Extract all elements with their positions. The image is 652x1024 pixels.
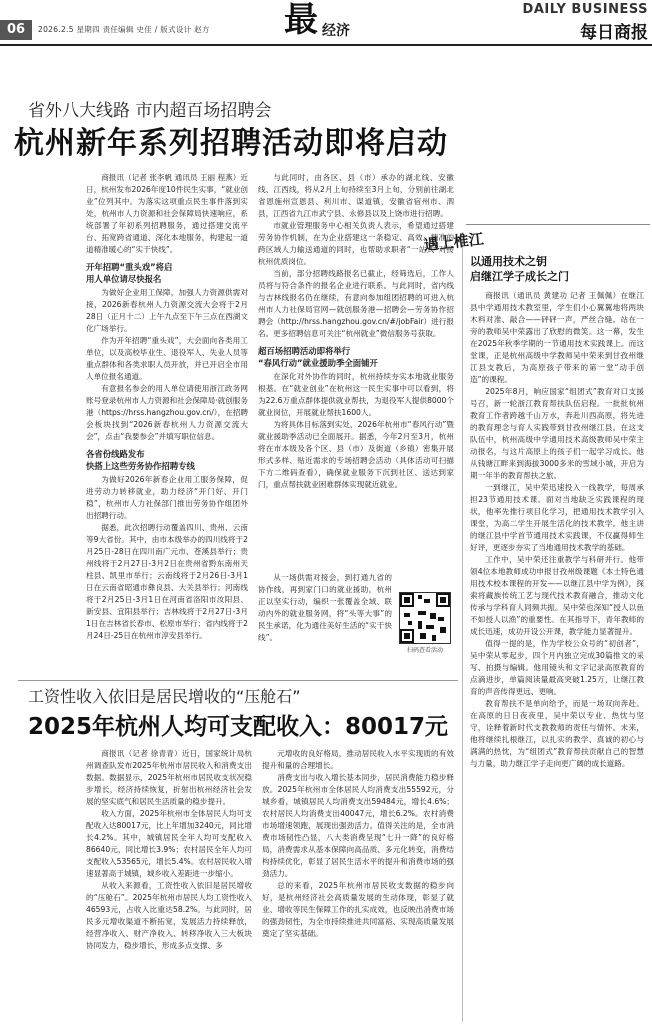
- paragraph: 从收入来源看，工资性收入依旧是居民增收的“压舱石”。2025年杭州市居民人均工资性收入46593元，占收入比重达58.2%。与此同时，居民多元增收渠道不断拓宽，发展活力持续释放，经营净收入、财产净收入、转移净收入三大板块协同发力，稳步增长，形成多点支撑、多: [86, 881, 252, 950]
- paragraph: 元增收的良好格局，推动居民收入水平实现质的有效提升和量的合理增长。: [262, 749, 454, 770]
- qr-code[interactable]: [399, 592, 451, 644]
- subheading: 各省份线路发布: [86, 449, 145, 459]
- paragraph: 从一场供需对接会，到打通九省的协作线，再到家门口的就业援助，杭州正以坚实行动，编织一张覆盖全域、联动内外的就业服务网，将“头等大事”的民生承诺，化为通往美好生活的“实干快线”。: [258, 573, 392, 642]
- sidebar-logo: 遇上椎江: [422, 229, 485, 255]
- paragraph: 市就业管理服务中心相关负责人表示，希望通过搭建劳务协作机制，在为企业搭建这一条稳定、高效、精准的跨区域人力输送通道的同时，也帮助求职者“一站式”对接杭州优质岗位。: [258, 221, 454, 266]
- sidebar-top-rule: [466, 224, 650, 225]
- section-big-char: 最: [284, 0, 318, 40]
- sidebar-body: [470, 290, 644, 1020]
- article1-column-1: [86, 172, 248, 677]
- sidebar-title-line: 以通用技术之钥: [470, 255, 547, 268]
- paragraph: 当前，部分招聘线路报名已截止，经筛选后，工作人员将与符合条件的报名企业进行联系。与此同时，省内线与吉林线报名仍在继续，有意向参加组团招聘的可进入杭州市人力社保局官网—就创服务港—招聘会—劳务协作招聘会（http://hrss.hangzhou.gov.cn/#/jobFair）进行报名。更多招聘信息可关注“杭州就业”微信服务号获取。: [258, 269, 454, 338]
- brand-cn: 每日商报: [580, 23, 648, 43]
- paragraph: 总的来看，2025年杭州市居民收支数据的稳步向好，是杭州经济社会高质量发展的生动体现，彰显了就业、增收等民生保障工作的扎实成效，也反映出消费市场的强劲韧性，为全市持续推进共同富裕、实现高质量发展奠定了坚实基础。: [262, 881, 454, 938]
- paragraph: 作为开年招聘“重头戏”，大会面向各类用工单位，以及高校毕业生、退役军人、失业人员等重点群体和各类求职人员开放，并已开启全市用人单位报名通道。: [86, 336, 248, 381]
- subheading: 超百场招聘活动即将举行: [258, 346, 351, 356]
- paragraph: 2025年8月，响应国家“组团式”教育对口支援号召，新一轮浙江教育帮扶队伍启程。一批批杭州教育工作者跨越千山万水，奔赴川西高原，将先进的教育理念与育人实践带到甘孜州继江县。在这支队伍中，杭州高级中学通用技术高级教师吴中荣主动报名，与这片高原上的孩子们一起学习成长。他从钱塘江畔来到海拔3000多米的雪域小城，开启为期一年半的教育帮扶之旅。: [470, 387, 644, 480]
- subheading: 快搭上这些劳务协作招聘专线: [86, 461, 195, 471]
- paragraph: 据悉，此次招聘行动覆盖四川、贵州、云南等9大省份。其中，由市本级举办的四川线将于2月25日-28日在四川南广元市、苍溪县举行；贵州线将于2月27日-3月2日在贵州省黔东南州天柱县、凯里市举行；云南线将于2月26日-3月1日在云南省昭通市彝良县、大关县举行；河南线将于2月25日-3月1日在河南省洛阳市汝阳县、新安县、宜阳县举行；吉林线将于2月27日-3月1日在吉林省长春市、松原市举行；省内线将于2月24日-25日在杭州市淳安县举行。: [86, 523, 248, 640]
- paragraph: 在深化对外协作的同时，杭州持续夯实本地就业服务根基。在“就业创业”在杭州这一民生实事中可以看到，将为22.6万重点群体提供就业帮扶，为退役军人提供8000个就业岗位，开展就业帮扶1600人。: [258, 372, 454, 417]
- paragraph: 为做好企业用工保障，加强人力资源供需对接，2026新春杭州人力资源交流大会将于2月28日（正月十二）上午九点至下午三点在西湖文化广场举行。: [86, 288, 248, 333]
- subheading: “春风行动”就业援助季全面铺开: [258, 358, 378, 368]
- subheading: 开年招聘“重头戏”将启: [86, 262, 173, 272]
- section-divider: [18, 680, 458, 681]
- subheading: 用人单位请尽快报名: [86, 274, 162, 284]
- paragraph: 商报讯（记者 徐青青）近日，国家统计局杭州调查队发布2025年杭州市居民收入和消费支出数据。数据显示，2025年杭州市居民收支状况稳步增长，经济持续恢复，折射出杭州经济社会发展的坚实底气和居民生活质量的稳步提升。: [86, 749, 252, 806]
- article1-column-2-tail: [258, 572, 392, 680]
- paragraph: 消费支出与收入增长基本同步，居民消费能力稳步释放。2025年杭州市全体居民人均消费支出55592元，分城乡看，城镇居民人均消费支出59484元，增长4.6%；农村居民人均消费支出40047元，增长6.2%。农村消费市场增速领跑，展现出强劲活力。值得关注的是，全市消费市场韧性凸显，八大类消费呈现“七升一降”的良好格局，消费需求从基本保障向高品质、多元化转变，消费结构持续优化，彰显了居民生活水平的提升和消费市场的强劲活力。: [262, 773, 454, 878]
- paragraph: 工作中，吴中荣还注重教学与科研并行。他带领4位本地教师成功申报甘孜州级课题《本土特色通用技术校本课程的开发——以继江县中学为例》，探索将藏族传统工艺与现代技术教育融合，推动文化传承与学科育人同频共振。吴中荣也深知“授人以鱼不如授人以渔”的重要性。在其指导下，青年教师的成长迅速，成功开设公开课，教学能力显著提升。: [470, 555, 644, 636]
- paragraph: 值得一提的是，作为学校公众号的“初创者”，吴中荣从零起步，四个月内独立完成30篇推文的采写、拍摄与编辑。他用镜头和文字记录高原教育的点滴进步，单篇阅读量最高突破1.25万，让继江教育的声音传得更远、更响。: [470, 639, 644, 696]
- brand-en: DAILY BUSINESS: [522, 2, 648, 17]
- column-divider: [462, 232, 463, 1022]
- paragraph: 为将具体目标落到实处，2026年杭州市“春风行动”暨就业援助季活动已全面展开。据悉，今年2月至3月，杭州将在市本级及各个区、县（市）及街道（乡镇）密集开展形式多样、贴近需求的专场招聘会活动（具体活动可扫描下方二维码查看），确保就业服务下沉到社区、送达到家门，重点帮扶就业困难群体实现就近就业。: [258, 420, 454, 489]
- date-line: 2026.2.5 星期四 责任编辑 史佳 / 版式设计 赵方: [38, 25, 210, 34]
- header-rule: [0, 44, 652, 46]
- paragraph: 有意报名参会的用人单位请使用浙江政务网账号登录杭州市人力资源和社会保障局·就创服务港（https://hrss.hangzhou.gov.cn/），在招聘会板块找到“2026新春杭州人力资源交流大会”，点击“我要参会”并填写职位信息。: [86, 384, 248, 441]
- paragraph: 为做好2026年新春企业用工服务保障，促进劳动力转移就业，助力经济“开门好、开门稳”，杭州市人力社保部门推出劳务协作组团外出招聘行动。: [86, 475, 248, 520]
- page-header: [0, 0, 652, 46]
- paragraph: 商报讯（通讯员 黄建功 记者 王佩佩）在继江县中学通用技术教室里，学生们小心翼翼地将两块木料对准、敲合——砰砰一声，严丝合缝。站在一旁的教师吴中荣露出了欣慰的微笑。这一幕，发生在2025年秋季学期的一节通用技术实践课上。而这堂课，正是杭州高级中学教师吴中荣来到甘孜州继江县支教后，为高原孩子带来的第一堂“动手创造”的课程。: [470, 291, 644, 384]
- paragraph: 教育帮扶不是单向给予，而是一场双向奔赴。在高原的日日夜夜里，吴中荣以专业、热忱与坚守，诠释着新时代支教教师的责任与情怀。未来，他将继续扎根继江，以扎实的教学、真诚的初心与满满的热忱，为“组团式”教育帮扶贡献自己的智慧与力量，助力继江学子走向更广阔的成长道路。: [470, 699, 644, 768]
- qr-caption: 扫码查看活动: [406, 647, 443, 654]
- article1-headline: 杭州新年系列招聘活动即将启动: [14, 126, 448, 161]
- article2-headline: 2025年杭州人均可支配收入：80017元: [28, 714, 449, 740]
- article2-column-2: [262, 748, 454, 1020]
- sidebar-title: [470, 254, 646, 284]
- article2-column-1: [86, 748, 252, 1020]
- paragraph: 一到继江，吴中荣迅速投入一线教学，每周承担23节通用技术课。面对当地缺乏实践课程的现状，他率先推行项目化学习，把通用技术教学引入课堂，为高二学生开展生活化的技术教学。他主讲的继江县中学首节通用技术实践课，不仅赢得师生好评，更逐步夯实了当地通用技术教学的基础。: [470, 483, 644, 552]
- paragraph: 收入方面，2025年杭州市全体居民人均可支配收入达80017元，比上年增加3240元，同比增长4.2%。其中，城镇居民全年人均可支配收入86640元，同比增长3.9%；农村居民全年人均可支配收入53565元，增长5.4%。农村居民收入增速显著高于城镇，城乡收入差距进一步缩小。: [86, 809, 252, 878]
- section-name: 经济: [322, 23, 350, 39]
- paragraph: 与此同时，由各区、县（市）承办的湖北线、安徽线、江西线，将从2月上旬持续至3月上旬，分别前往湖北省恩施州宣恩县、利川市、谋道镇，安徽省宿州市、泗县，江西省九江市武宁县、永修县以及上饶市进行招聘。: [258, 173, 454, 218]
- paragraph: 商报讯（记者 张李帆 通讯员 王丽 程燕）近日，杭州发布2026年度10件民生实事，“就业创业”位列其中。为落实这项重点民生事件落到实处，杭州市人力资源和社会保障局快速响应，系统部署了年初系列招聘服务，通过搭建交流平台、拓宽跨省通道、深化本地服务，构建起一道道精准暖心的“实干快线”。: [86, 173, 248, 254]
- article1-kicker: 省外八大线路 市内超百场招聘会: [28, 101, 272, 121]
- article2-kicker: 工资性收入依旧是居民增收的“压舱石”: [28, 687, 301, 706]
- qr-code-icon: [400, 593, 450, 643]
- sidebar-title-line: 启继江学子成长之门: [470, 270, 569, 283]
- page-number: 06: [0, 20, 32, 40]
